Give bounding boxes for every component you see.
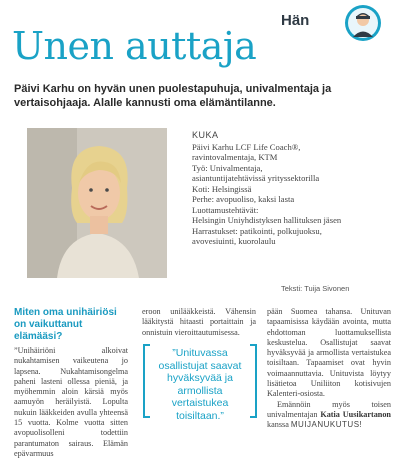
- profile-line: Koti: Helsingissä: [192, 183, 252, 194]
- profile-title: KUKA: [192, 130, 219, 140]
- portrait-photo: [27, 128, 167, 278]
- body-column-3: [267, 307, 391, 430]
- profile-line: Helsingin Uniyhdistyksen hallituksen jäsen: [192, 215, 342, 225]
- profile-line: Työ: Univalmentaja,: [192, 162, 263, 173]
- body-text: ”Unihäiriöni alkoivat nukahtamisen vaikeutena jo lapsena. Nukahtamisongelma paheni lasteni ollessa pieniä, ja myöhemmin aloin kärsiä myös aamuyön heräilyistä. Lopulta nukuin lääkkeiden avulla yhteensä 15 vuotta. Kolme vuotta sitten avopuolisolleni todettiin parantumaton sairaus. Elämän epävarmuus: [14, 346, 128, 458]
- quote-bracket-left: [143, 344, 150, 418]
- body-text: pään Suomea tahansa. Unituvan tapaamisissa käydään avointa, mutta ehdottoman luottamuksellista keskustelua. Osallistujat saavat hyväksyvää ja armollista vertaistukea toisiltaan. Tapaamiset ovat hyvin voimaannuttavia. Unituvista löytyy lisätietoa Uniliiton kotisivujen Kalenteri-osiosta.: [267, 307, 391, 399]
- profile-line: Harrastukset: patikointi, polkujuoksu,: [192, 225, 322, 236]
- profile-line: Perhe: avopuoliso, kaksi lasta: [192, 194, 295, 204]
- body-text: eroon unilääkkeistä. Vähensin lääkitystä hitaasti portaittain ja onnistuin vieroittautumisessa.: [142, 307, 256, 337]
- profile-line: Päivi Karhu LCF Life Coach®,: [192, 141, 301, 152]
- body-text: Emännöin myös toisen univalmentajan: [267, 399, 391, 419]
- section-label: Hän: [281, 12, 310, 29]
- quote-bracket-right: [250, 344, 257, 418]
- body-text: kanssa: [267, 420, 289, 430]
- body-column-2: [142, 307, 256, 338]
- person-name: Katia Uusikartanon: [320, 409, 391, 419]
- photo-credit: Teksti: Tuija Sivonen: [281, 284, 350, 293]
- profile-box: [192, 130, 392, 247]
- event-name: MUIJANUKUTUS!: [290, 420, 363, 430]
- profile-line: avovesiuinti, kuorolaulu: [192, 236, 276, 246]
- body-column-1: [14, 307, 128, 458]
- article-lead: Päivi Karhu on hyvän unen puolestapuhuja, univalmentaja ja vertaisohjaaja. Alalle kannusti oma elämäntilanne.: [14, 83, 332, 109]
- person-avatar-icon: [344, 4, 382, 42]
- profile-line: asiantuntijatehtävissä yrityssektorilla: [192, 173, 320, 183]
- profile-line: ravintovalmentaja, KTM: [192, 152, 278, 162]
- article-headline: Unen auttaja: [12, 24, 257, 68]
- interview-question: Miten oma unihäiriösi on vaikuttanut elämääsi?: [14, 307, 117, 342]
- pull-quote: ”Unituvassa osallistujat saavat hyväksyvää ja armollista vertaistukea toisiltaan.”: [158, 347, 242, 422]
- profile-line: Luottamustehtävät:: [192, 204, 259, 215]
